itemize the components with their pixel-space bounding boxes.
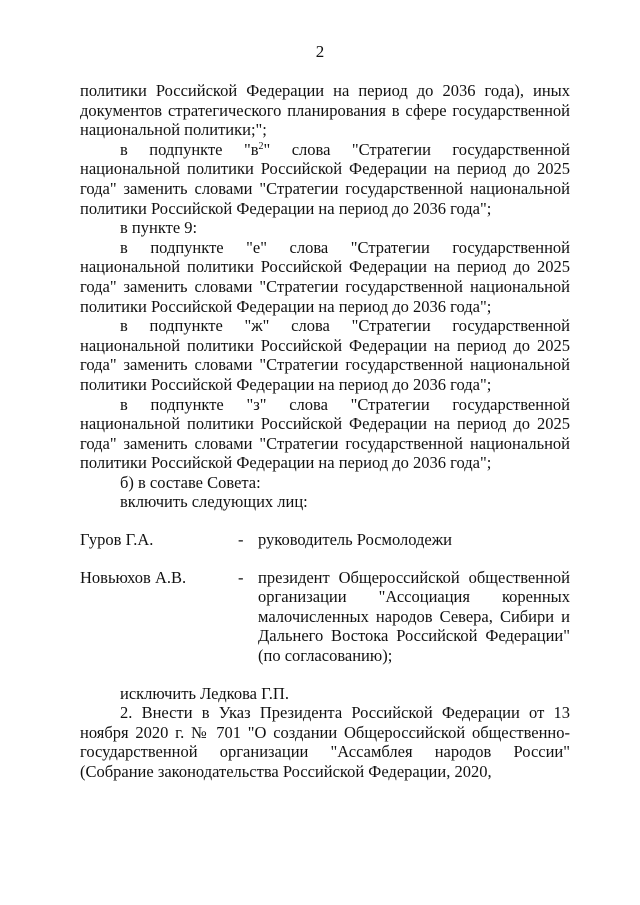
document-body bbox=[80, 81, 570, 782]
person-dash: - bbox=[238, 567, 244, 587]
closing-section bbox=[80, 684, 570, 782]
paragraph-include: включить следующих лиц: bbox=[120, 492, 308, 512]
paragraph-subpoint-v2-end: " слова "Стратегии государственной национальной политики Российской Федерации на период до 2025 года" заменить словами "Стратегии государственной национальной политики Российской Федерации на период до 2036 года"; bbox=[80, 139, 571, 218]
person-row bbox=[80, 568, 570, 666]
person-row bbox=[80, 530, 570, 550]
paragraph-subpoint-v2-start: в подпункте "в bbox=[120, 139, 259, 159]
person-name: Гуров Г.А. bbox=[80, 530, 154, 550]
paragraph-subpoint-z: в подпункте "з" слова "Стратегии государственной национальной политики Российской Федерации на период до 2025 года" заменить словами "Стратегии государственной национальной политики Российской Федерации на период до 2036 года"; bbox=[80, 394, 570, 473]
person-role: президент Общероссийской общественной организации "Ассоциация коренных малочисленных народов Севера, Сибири и Дальнего Востока Российской Федерации" (по согласованию); bbox=[258, 567, 570, 666]
paragraph-point-9: в пункте 9: bbox=[120, 218, 198, 238]
paragraph-item-2: 2. Внести в Указ Президента Российской Федерации от 13 ноября 2020 г. № 701 "О создании Общероссийской общественно-государственной организации "Ассамблея народов России" (Собрание законодательства Российской Федерации, 2020, bbox=[80, 703, 570, 781]
person-dash: - bbox=[238, 530, 244, 550]
page-number: 2 bbox=[315, 42, 325, 61]
superscript-2: 2 bbox=[258, 140, 264, 152]
paragraph-council: б) в составе Совета: bbox=[120, 472, 261, 492]
paragraph-subpoint-e: в подпункте "е" слова "Стратегии государственной национальной политики Российской Федерации на период до 2025 года" заменить словами "Стратегии государственной национальной политики Российской Федерации на период до 2036 года"; bbox=[80, 237, 570, 316]
paragraph-subpoint-zh: в подпункте "ж" слова "Стратегии государственной национальной политики Российской Федерации на период до 2025 года" заменить словами "Стратегии государственной национальной политики Российской Федерации на период до 2036 года"; bbox=[80, 316, 570, 394]
paragraph-subpoint-v2 bbox=[80, 140, 570, 218]
paragraph-continuation: политики Российской Федерации на период до 2036 года), иных документов стратегического планирования в сфере государственной национальной политики;"; bbox=[80, 81, 570, 140]
person-name: Новьюхов А.В. bbox=[80, 567, 187, 587]
paragraph-exclude: исключить Ледкова Г.П. bbox=[120, 683, 289, 703]
people-list bbox=[80, 530, 570, 666]
person-role: руководитель Росмолодежи bbox=[258, 530, 452, 550]
